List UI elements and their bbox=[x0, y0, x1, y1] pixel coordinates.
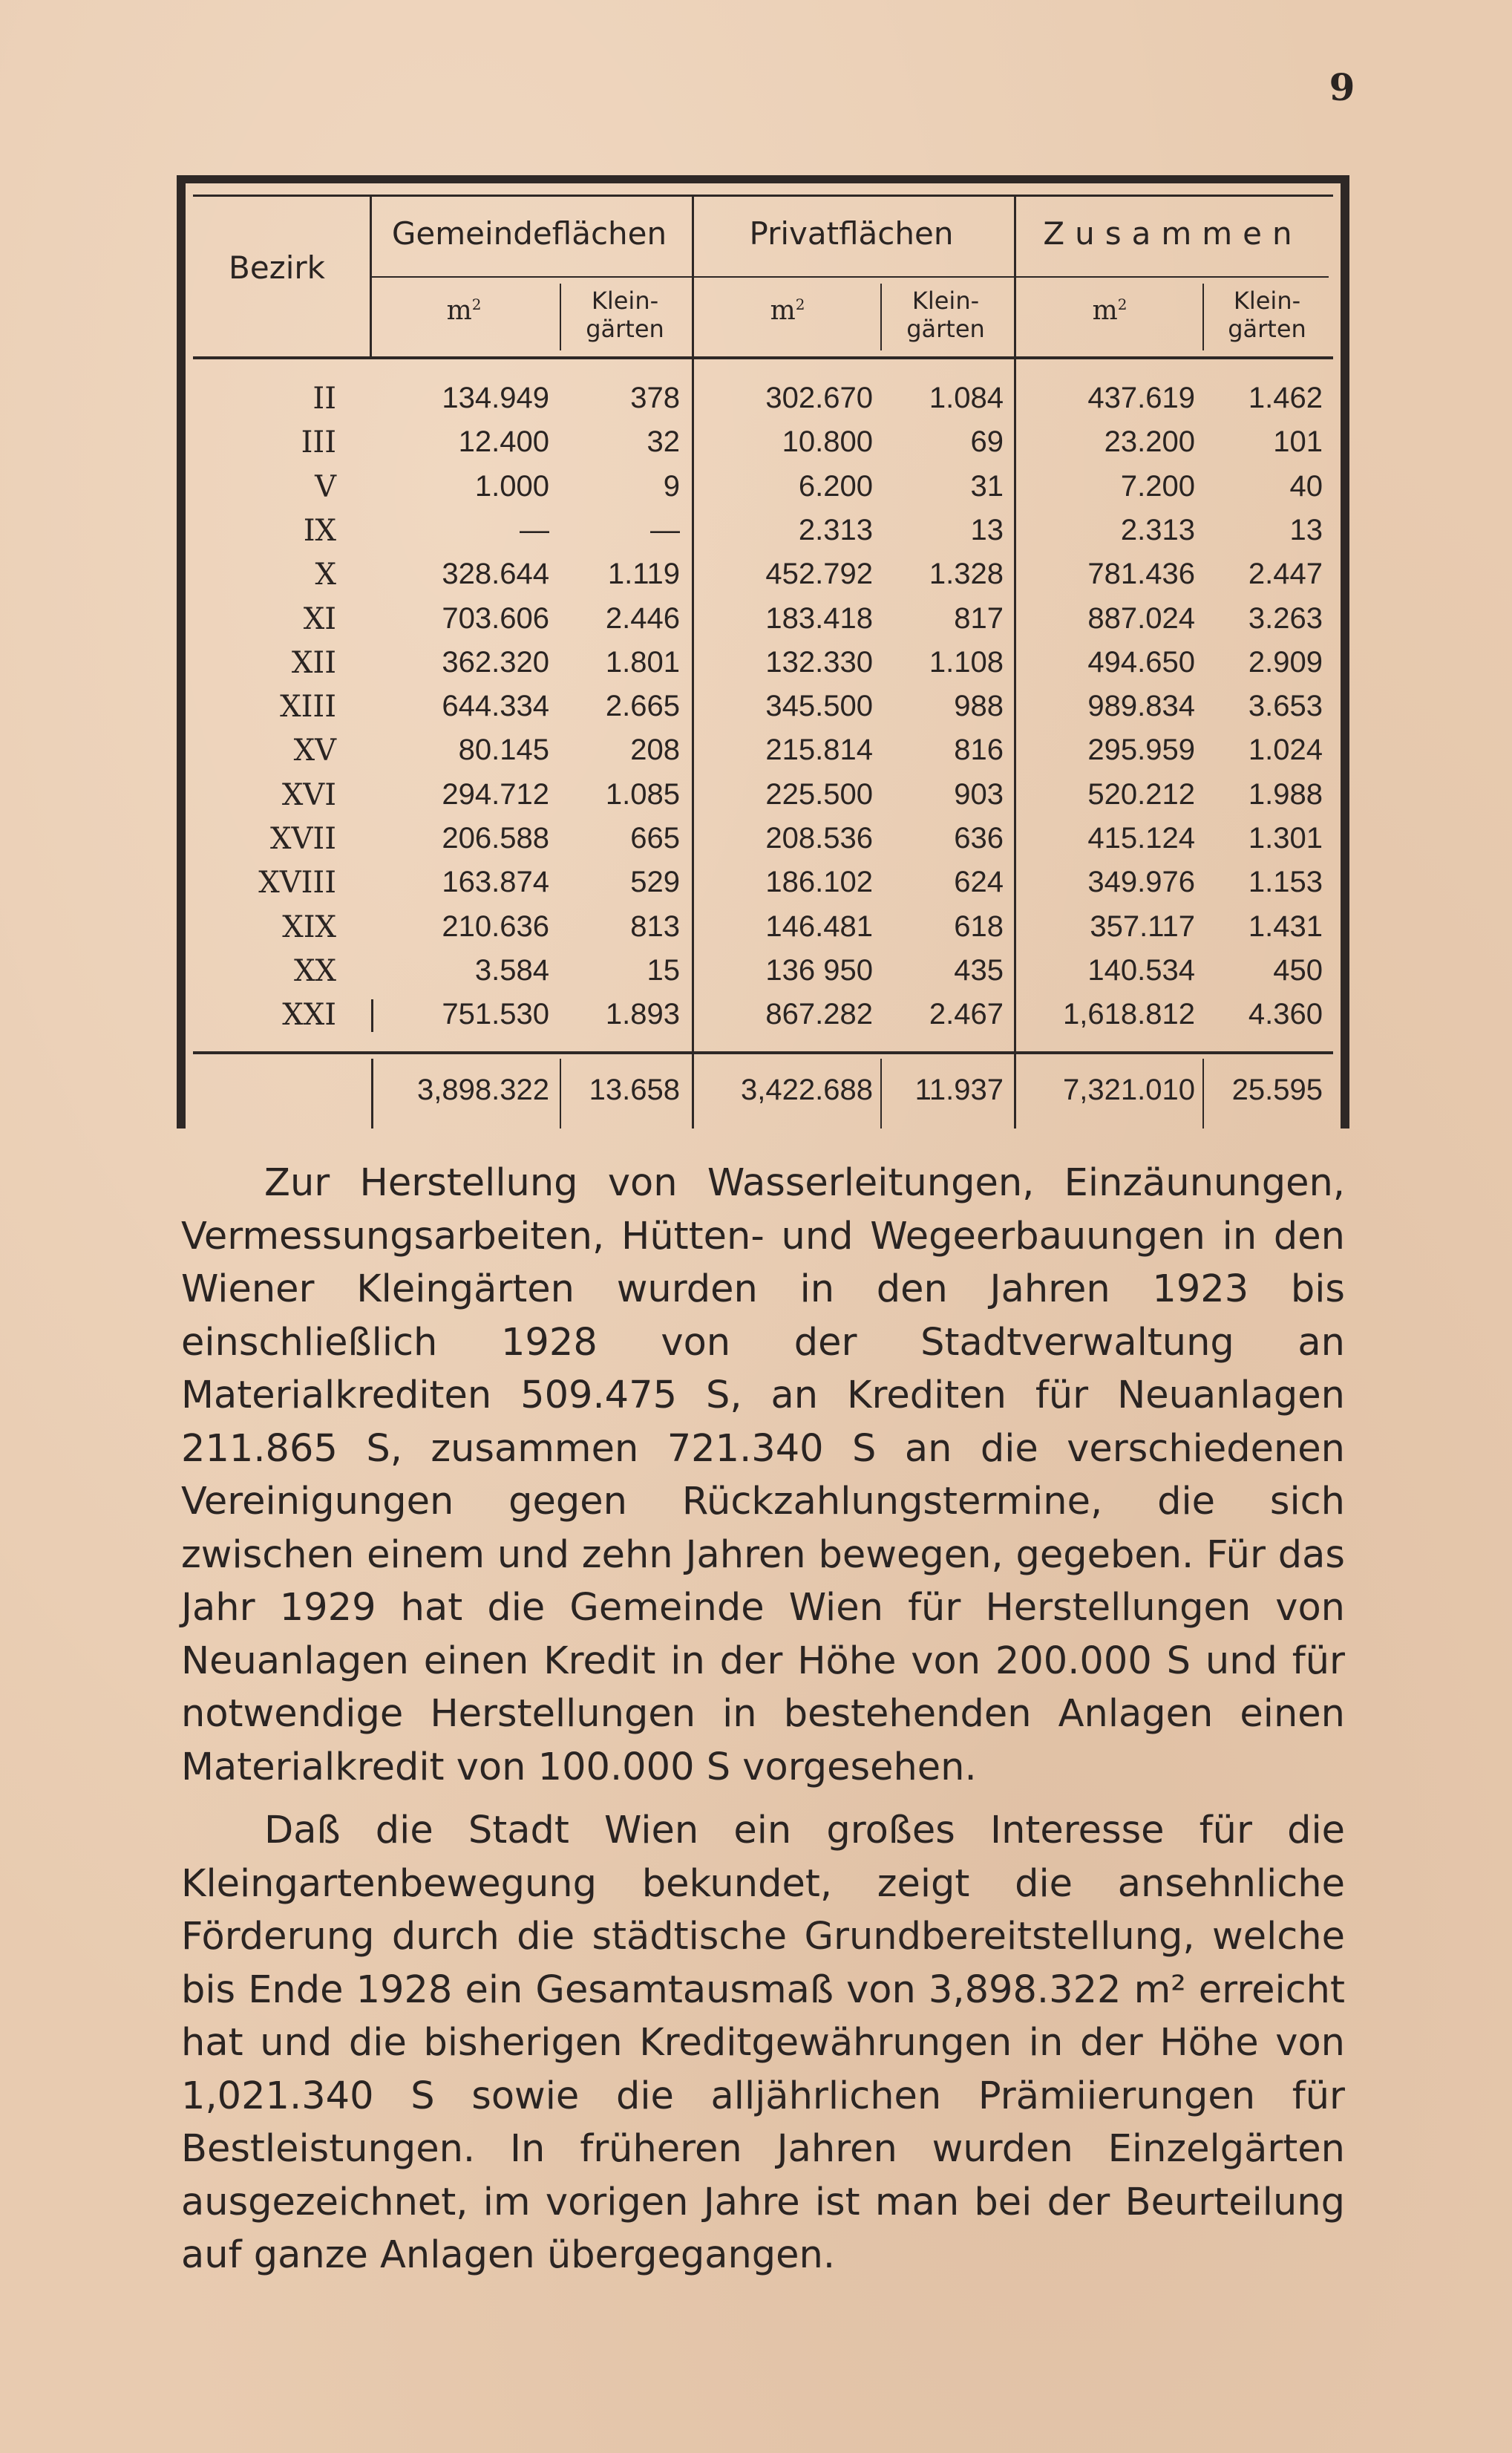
table-row bbox=[177, 425, 1349, 469]
body-text bbox=[181, 1157, 1345, 2282]
table-row bbox=[177, 470, 1349, 514]
cell-bezirk: XIII bbox=[280, 690, 336, 725]
cell-privat-m2: 132.330 bbox=[765, 645, 873, 679]
cell-gemeinde-kleingaerten: 1.801 bbox=[605, 645, 680, 679]
cell-bezirk: III bbox=[301, 425, 336, 460]
paragraph-2: Daß die Stadt Wien ein großes Interesse für die Kleingartenbewegung bekundet, zeigt die ansehnliche Förderung durch die städtische Grundbereitstellung, welche bis Ende 1928 ein Gesamtausmaß von 3,898.322 m² erreicht hat und die bisherigen Kreditgewährungen in der Höhe von 1,021.340 S sowie die alljährlichen Prämiierungen für Bestleistungen. In früheren Jahren wurden Einzelgärten ausgezeichnet, im vorigen Jahre ist man bei der Beurteilung auf ganze Anlagen übergegangen. bbox=[181, 1809, 1345, 2277]
klein-line2: gärten bbox=[586, 315, 664, 343]
cell-privat-kleingaerten: 2.467 bbox=[929, 998, 1004, 1031]
cell-zusammen-m2: 415.124 bbox=[1087, 822, 1195, 855]
m2-unit: m bbox=[446, 295, 472, 326]
cell-gemeinde-m2: 328.644 bbox=[442, 558, 549, 591]
klein-line2: gärten bbox=[906, 315, 985, 343]
cell-gemeinde-kleingaerten: 1.085 bbox=[605, 777, 680, 811]
cell-gemeinde-kleingaerten: 208 bbox=[630, 734, 680, 767]
cell-zusammen-kleingaerten: 3.653 bbox=[1248, 690, 1323, 723]
cell-bezirk: XVI bbox=[281, 777, 336, 812]
cell-gemeinde-kleingaerten: 1.893 bbox=[605, 998, 680, 1031]
cell-gemeinde-m2: 644.334 bbox=[442, 690, 549, 723]
cell-gemeinde-m2: — bbox=[520, 513, 549, 546]
rule-header-top bbox=[193, 195, 1333, 197]
rule-v-sub-z bbox=[1202, 284, 1204, 350]
cell-gemeinde-m2: 206.588 bbox=[442, 822, 549, 855]
header-zusammen: Zusammen bbox=[1043, 215, 1303, 252]
cell-privat-kleingaerten: 903 bbox=[954, 777, 1004, 811]
cell-gemeinde-kleingaerten: 9 bbox=[663, 469, 680, 503]
klein-line1: Klein- bbox=[912, 287, 980, 315]
cell-zusammen-kleingaerten: 1.988 bbox=[1248, 777, 1323, 811]
klein-line1: Klein- bbox=[591, 287, 659, 315]
cell-zusammen-m2: 357.117 bbox=[1090, 909, 1195, 943]
cell-bezirk: IX bbox=[303, 513, 336, 548]
cell-bezirk: XV bbox=[293, 734, 336, 768]
cell-zusammen-m2: 349.976 bbox=[1087, 866, 1195, 899]
cell-privat-m2: 302.670 bbox=[765, 382, 873, 414]
cell-privat-m2: 6.200 bbox=[798, 469, 873, 503]
cell-gemeinde-m2: 362.320 bbox=[442, 645, 549, 679]
table-row bbox=[177, 998, 1349, 1042]
cell-zusammen-kleingaerten: 1.431 bbox=[1248, 909, 1323, 943]
cell-privat-kleingaerten: 435 bbox=[954, 953, 1004, 987]
cell-zusammen-m2: 989.834 bbox=[1087, 690, 1195, 723]
cell-bezirk: XX bbox=[294, 953, 336, 988]
cell-gemeinde-m2: 3.584 bbox=[474, 953, 549, 987]
header-bezirk: Bezirk bbox=[229, 249, 325, 286]
total-gemeinde-m2: 3,898.322 bbox=[417, 1074, 549, 1106]
cell-bezirk: II bbox=[312, 382, 336, 416]
cell-privat-m2: 146.481 bbox=[765, 909, 873, 943]
cell-bezirk: XIX bbox=[282, 909, 336, 944]
cell-privat-kleingaerten: 1.328 bbox=[929, 558, 1004, 591]
cell-privat-m2: 10.800 bbox=[782, 425, 873, 459]
table-row bbox=[177, 382, 1349, 425]
subheader-kleingaerten-gemeinde bbox=[563, 287, 687, 343]
cell-privat-kleingaerten: 816 bbox=[954, 734, 1004, 767]
cell-privat-m2: 215.814 bbox=[765, 734, 873, 767]
cell-privat-m2: 225.500 bbox=[765, 777, 873, 811]
cell-zusammen-m2: 1,618.812 bbox=[1063, 998, 1195, 1031]
cell-gemeinde-kleingaerten: 2.665 bbox=[605, 690, 680, 723]
statistics-table bbox=[177, 175, 1349, 1128]
subheader-kleingaerten-zusammen bbox=[1205, 287, 1329, 343]
paragraph-1: Zur Herstellung von Wasserleitungen, Einzäunungen, Vermessungsarbeiten, Hütten- und Wegeerbauungen in den Wiener Kleingärten wurden in den Jahren 1923 bis einschließlich 1928 von der Stadtverwaltung an Materialkrediten 509.475 S, an Krediten für Neuanlagen 211.865 S, zusammen 721.340 S an die verschiedenen Vereinigungen gegen Rückzahlungstermine, die sich zwischen einem und zehn Jahren bewegen, gegeben. Für das Jahr 1929 hat die Gemeinde Wien für Herstellungen von Neuanlagen einen Kredit in der Höhe von 200.000 S und für notwendige Herstellungen in bestehenden Anlagen einen Materialkredit von 100.000 S vorgesehen. bbox=[181, 1161, 1345, 1789]
table-row bbox=[177, 602, 1349, 646]
cell-zusammen-m2: 2.313 bbox=[1120, 513, 1195, 546]
cell-zusammen-m2: 140.534 bbox=[1087, 953, 1195, 987]
cell-gemeinde-kleingaerten: 378 bbox=[630, 382, 680, 414]
subheader-m2-gemeinde bbox=[371, 295, 557, 326]
cell-bezirk: XI bbox=[303, 601, 336, 636]
total-gemeinde-kleingaerten: 13.658 bbox=[589, 1074, 680, 1106]
cell-privat-m2: 136 950 bbox=[765, 953, 873, 987]
cell-zusammen-m2: 781.436 bbox=[1087, 558, 1195, 591]
table-row bbox=[177, 866, 1349, 909]
cell-zusammen-kleingaerten: 450 bbox=[1273, 953, 1323, 987]
cell-privat-kleingaerten: 618 bbox=[954, 909, 1004, 943]
cell-privat-m2: 208.536 bbox=[765, 822, 873, 855]
total-privat-m2: 3,422.688 bbox=[741, 1074, 873, 1106]
cell-gemeinde-m2: 163.874 bbox=[442, 866, 549, 899]
cell-zusammen-m2: 520.212 bbox=[1087, 777, 1195, 811]
table-row bbox=[177, 822, 1349, 866]
cell-privat-kleingaerten: 988 bbox=[954, 690, 1004, 723]
m2-unit: m bbox=[1092, 295, 1118, 326]
cell-privat-kleingaerten: 69 bbox=[970, 425, 1004, 459]
rule-total-top bbox=[193, 1051, 1333, 1054]
table-row bbox=[177, 514, 1349, 558]
cell-privat-kleingaerten: 636 bbox=[954, 822, 1004, 855]
cell-privat-m2: 2.313 bbox=[798, 513, 873, 546]
cell-privat-m2: 186.102 bbox=[765, 866, 873, 899]
cell-gemeinde-m2: 751.530 bbox=[442, 998, 549, 1031]
rule-header-bottom bbox=[193, 356, 1333, 359]
cell-bezirk: XVIII bbox=[258, 866, 336, 901]
table-row bbox=[177, 778, 1349, 822]
cell-gemeinde-kleingaerten: 813 bbox=[630, 909, 680, 943]
table-row bbox=[177, 910, 1349, 954]
cell-zusammen-kleingaerten: 2.909 bbox=[1248, 645, 1323, 679]
cell-zusammen-kleingaerten: 3.263 bbox=[1248, 601, 1323, 635]
rule-subheader bbox=[371, 276, 1329, 278]
page-number: 9 bbox=[1329, 65, 1355, 109]
cell-gemeinde-m2: 210.636 bbox=[442, 909, 549, 943]
cell-privat-m2: 345.500 bbox=[765, 690, 873, 723]
cell-zusammen-m2: 295.959 bbox=[1087, 734, 1195, 767]
cell-privat-kleingaerten: 1.084 bbox=[929, 382, 1004, 414]
cell-gemeinde-kleingaerten: 2.446 bbox=[605, 601, 680, 635]
table-row bbox=[177, 690, 1349, 734]
cell-gemeinde-m2: 294.712 bbox=[442, 777, 549, 811]
cell-privat-m2: 867.282 bbox=[765, 998, 873, 1031]
totals-row bbox=[177, 1074, 1349, 1117]
cell-gemeinde-m2: 134.949 bbox=[442, 382, 549, 414]
rule-v-bezirk bbox=[370, 195, 372, 358]
cell-bezirk: XVII bbox=[270, 822, 336, 856]
m2-unit: m bbox=[770, 295, 796, 326]
cell-gemeinde-kleingaerten: 665 bbox=[630, 822, 680, 855]
cell-gemeinde-kleingaerten: 529 bbox=[630, 866, 680, 899]
cell-zusammen-kleingaerten: 101 bbox=[1273, 425, 1323, 459]
cell-zusammen-kleingaerten: 1.153 bbox=[1248, 866, 1323, 899]
subheader-kleingaerten-privat bbox=[883, 287, 1008, 343]
cell-gemeinde-kleingaerten: 15 bbox=[647, 953, 680, 987]
total-privat-kleingaerten: 11.937 bbox=[914, 1074, 1004, 1106]
cell-zusammen-m2: 437.619 bbox=[1087, 382, 1195, 414]
total-zusammen-kleingaerten: 25.595 bbox=[1231, 1074, 1323, 1106]
rule-v-sub-p bbox=[880, 284, 882, 350]
klein-line1: Klein- bbox=[1233, 287, 1301, 315]
table-row bbox=[177, 734, 1349, 777]
cell-zusammen-kleingaerten: 1.024 bbox=[1248, 734, 1323, 767]
cell-zusammen-m2: 494.650 bbox=[1087, 645, 1195, 679]
cell-zusammen-kleingaerten: 4.360 bbox=[1248, 998, 1323, 1031]
cell-gemeinde-kleingaerten: — bbox=[650, 513, 680, 546]
cell-privat-kleingaerten: 31 bbox=[970, 469, 1004, 503]
cell-zusammen-kleingaerten: 2.447 bbox=[1248, 558, 1323, 591]
cell-gemeinde-m2: 12.400 bbox=[458, 425, 549, 459]
cell-gemeinde-kleingaerten: 32 bbox=[647, 425, 680, 459]
cell-bezirk: V bbox=[315, 469, 336, 504]
cell-privat-kleingaerten: 624 bbox=[954, 866, 1004, 899]
cell-privat-kleingaerten: 817 bbox=[954, 601, 1004, 635]
cell-gemeinde-m2: 1.000 bbox=[474, 469, 549, 503]
cell-privat-m2: 183.418 bbox=[765, 601, 873, 635]
rule-v-sub-g bbox=[560, 284, 561, 350]
table-row bbox=[177, 954, 1349, 998]
cell-gemeinde-kleingaerten: 1.119 bbox=[607, 558, 680, 591]
klein-line2: gärten bbox=[1228, 315, 1306, 343]
cell-privat-m2: 452.792 bbox=[765, 558, 873, 591]
table-row bbox=[177, 646, 1349, 690]
cell-bezirk: XXI bbox=[282, 998, 336, 1033]
cell-gemeinde-m2: 80.145 bbox=[458, 734, 549, 767]
cell-zusammen-m2: 7.200 bbox=[1120, 469, 1195, 503]
cell-privat-kleingaerten: 1.108 bbox=[929, 645, 1004, 679]
subheader-m2-zusammen bbox=[1017, 295, 1202, 326]
cell-bezirk: X bbox=[315, 558, 336, 592]
cell-zusammen-kleingaerten: 40 bbox=[1289, 469, 1323, 503]
m2-sup: 2 bbox=[471, 295, 482, 313]
m2-sup: 2 bbox=[795, 295, 805, 313]
cell-zusammen-kleingaerten: 1.462 bbox=[1248, 382, 1323, 414]
total-zusammen-m2: 7,321.010 bbox=[1063, 1074, 1195, 1106]
header-gemeindeflaechen: Gemeindeflächen bbox=[391, 215, 667, 252]
m2-sup: 2 bbox=[1117, 295, 1128, 313]
header-privatflaechen: Privatflächen bbox=[749, 215, 954, 252]
cell-zusammen-m2: 23.200 bbox=[1104, 425, 1195, 459]
subheader-m2-privat bbox=[695, 295, 880, 326]
cell-zusammen-kleingaerten: 13 bbox=[1289, 513, 1323, 546]
cell-zusammen-m2: 887.024 bbox=[1087, 601, 1195, 635]
cell-gemeinde-m2: 703.606 bbox=[442, 601, 549, 635]
table-row bbox=[177, 558, 1349, 601]
cell-bezirk: XII bbox=[291, 645, 336, 680]
cell-privat-kleingaerten: 13 bbox=[970, 513, 1004, 546]
cell-zusammen-kleingaerten: 1.301 bbox=[1248, 822, 1323, 855]
